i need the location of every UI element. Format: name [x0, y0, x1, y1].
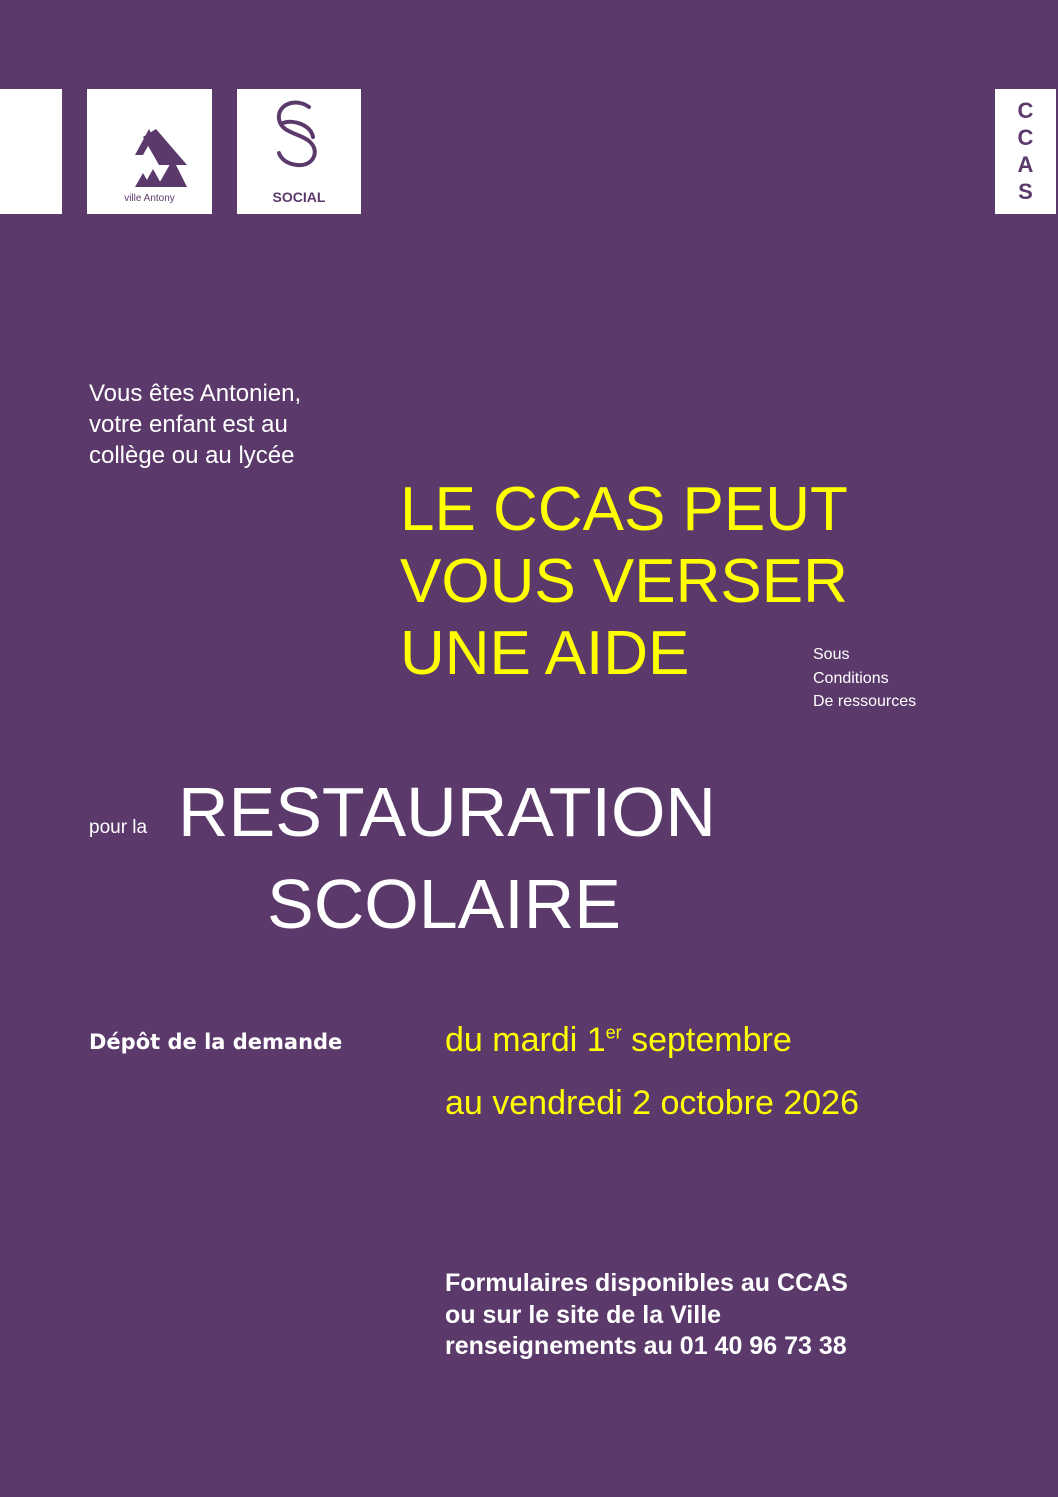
intro-line: votre enfant est au [89, 411, 288, 438]
topic-prefix: pour la [89, 817, 148, 838]
footer-line: ou sur le site de la Ville [445, 1300, 722, 1329]
left-white-strip [0, 89, 62, 214]
intro-line: collège ou au lycée [89, 442, 295, 469]
logo-antony-text: ville Antony [124, 193, 175, 204]
headline-line: VOUS VERSER [400, 547, 848, 616]
deposit-date-end: au vendredi 2 octobre 2026 [445, 1084, 859, 1122]
ccas-letter: S [1018, 179, 1033, 204]
date-start-sup: er [605, 1022, 622, 1043]
logo-social-text: SOCIAL [272, 189, 326, 205]
date-start-post: septembre [621, 1021, 792, 1059]
conditions-line: Sous [813, 646, 850, 663]
ccas-letter: C [1017, 98, 1034, 123]
deposit-label: Dépôt de la demande [89, 1030, 343, 1054]
headline-line: LE CCAS PEUT [400, 475, 848, 544]
ville-antony-logo [87, 89, 212, 214]
footer-line: Formulaires disponibles au CCAS [445, 1269, 848, 1297]
ccas-letter: C [1017, 125, 1034, 150]
footer-info [445, 1268, 1005, 1363]
footer-line: renseignements au 01 40 96 73 38 [445, 1332, 847, 1360]
date-start-pre: du mardi 1 [445, 1021, 606, 1059]
ccas-letter: A [1017, 152, 1034, 177]
intro-line: Vous êtes Antonien, [89, 380, 302, 407]
headline-line: UNE AIDE [400, 619, 690, 688]
ccas-vertical-tab [995, 89, 1056, 214]
conditions-line: Conditions [813, 669, 889, 687]
conditions-line: De ressources [813, 693, 917, 710]
deposit-date-start [445, 1020, 792, 1060]
social-logo [237, 89, 361, 214]
intro-text [89, 378, 409, 471]
conditions-note [813, 643, 1013, 714]
topic-line-scolaire: SCOLAIRE [267, 865, 621, 943]
topic-line-restauration: RESTAURATION [178, 773, 716, 851]
